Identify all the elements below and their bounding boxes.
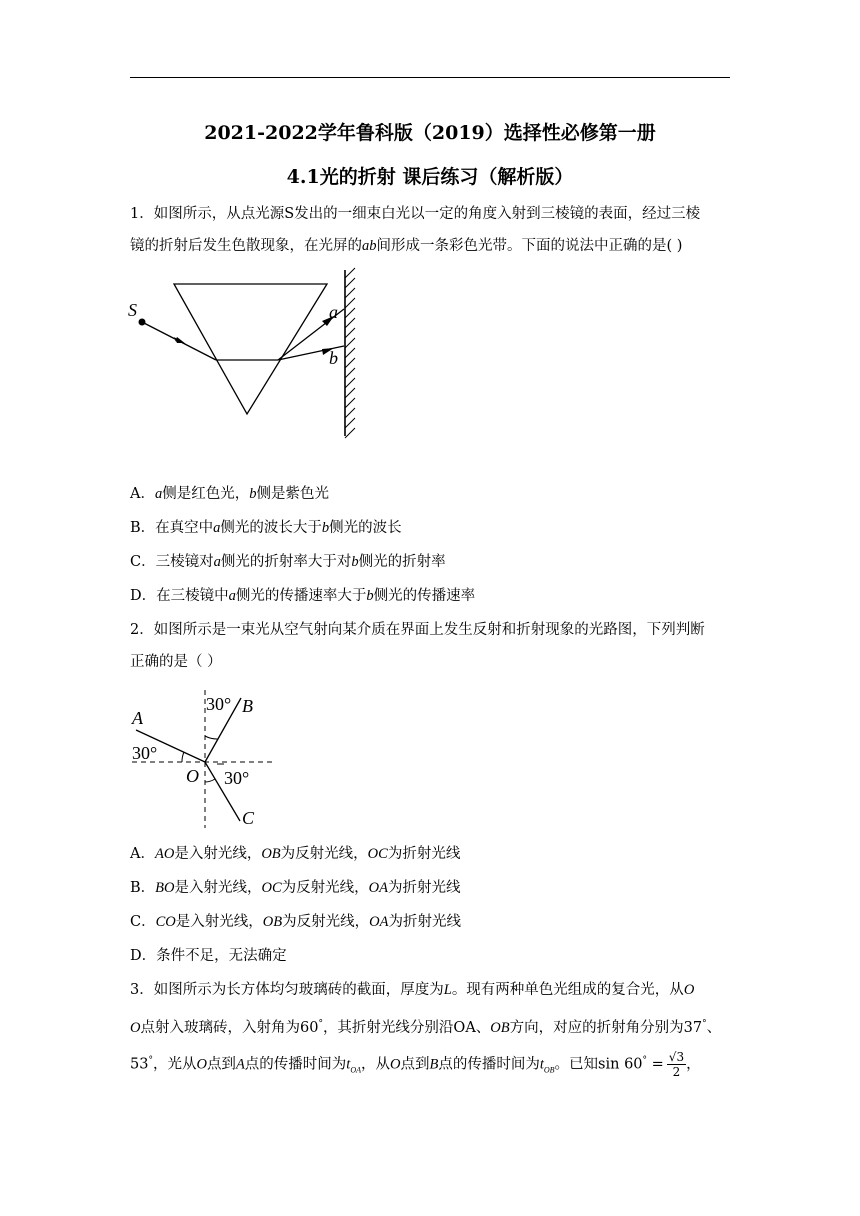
q1-label-b: b	[329, 348, 338, 368]
page-title: 2021-2022学年鲁科版（2019）选择性必修第一册	[204, 122, 656, 144]
q2-label-o: O	[186, 766, 199, 786]
q2-stem-line2: 正确的是（ ）	[130, 654, 222, 670]
q1-stem-line2: 镜的折射后发生色散现象，在光屏的ab间形成一条彩色光带。下面的说法中正确的是( )	[130, 238, 683, 254]
q2-option-a: A．AO是入射光线，OB为反射光线，OC为折射光线	[130, 846, 461, 862]
q3-stem-line3: 53°，光从O点到A点的传播时间为$t_{OA}$，从O点到B点的传播时间为$t_{OB}$。已知sin 60° = $\frac{√3}{2}$ ，	[130, 1050, 701, 1079]
q2-stem-line1: 2．如图所示是一束光从空气射向某介质在界面上发生反射和折射现象的光路图，下列判断	[130, 622, 705, 638]
q1-option-d: D．在三棱镜中a侧光的传播速率大于b侧光的传播速率	[130, 588, 476, 604]
q1-stem-line1: 1．如图所示，从点光源S发出的一细束白光以一定的角度入射到三棱镜的表面，经过三棱	[130, 206, 701, 222]
q2-option-b: B．BO是入射光线，OC为反射光线，OA为折射光线	[130, 880, 461, 896]
q1-option-a: A．a侧是红色光，b侧是紫色光	[130, 486, 329, 502]
q2-angle-left: 30°	[132, 743, 158, 763]
q1-label-s: S	[128, 300, 137, 320]
q1-option-b: B．在真空中a侧光的波长大于b侧光的波长	[130, 520, 402, 536]
header-rule	[130, 77, 730, 78]
q1-option-c: C．三棱镜对a侧光的折射率大于对b侧光的折射率	[130, 554, 446, 570]
q1-prism-figure	[124, 264, 364, 440]
q2-option-d: D．条件不足，无法确定	[130, 948, 287, 964]
page-subtitle: 4.1光的折射 课后练习（解析版）	[286, 166, 574, 188]
q2-option-c: C．CO是入射光线，OB为反射光线，OA为折射光线	[130, 914, 461, 930]
q2-label-a: A	[132, 708, 143, 728]
q2-label-b: B	[242, 696, 253, 716]
q2-angle-bottom: 30°	[224, 768, 250, 788]
q1-label-a: a	[329, 302, 338, 322]
q2-ray-figure	[124, 686, 284, 830]
q2-label-c: C	[242, 808, 255, 828]
q3-stem-line1: 3．如图所示为长方体均匀玻璃砖的截面，厚度为L。现有两种单色光组成的复合光，从O	[130, 982, 695, 998]
q3-stem-line2: O点射入玻璃砖，入射角为60°，其折射光线分别沿OA、OB方向，对应的折射角分别为37°、	[130, 1019, 722, 1036]
q2-angle-top: 30°	[206, 694, 232, 714]
q3-fraction-sqrt3-over-2: $\frac{√3}{2}$	[668, 1050, 685, 1079]
